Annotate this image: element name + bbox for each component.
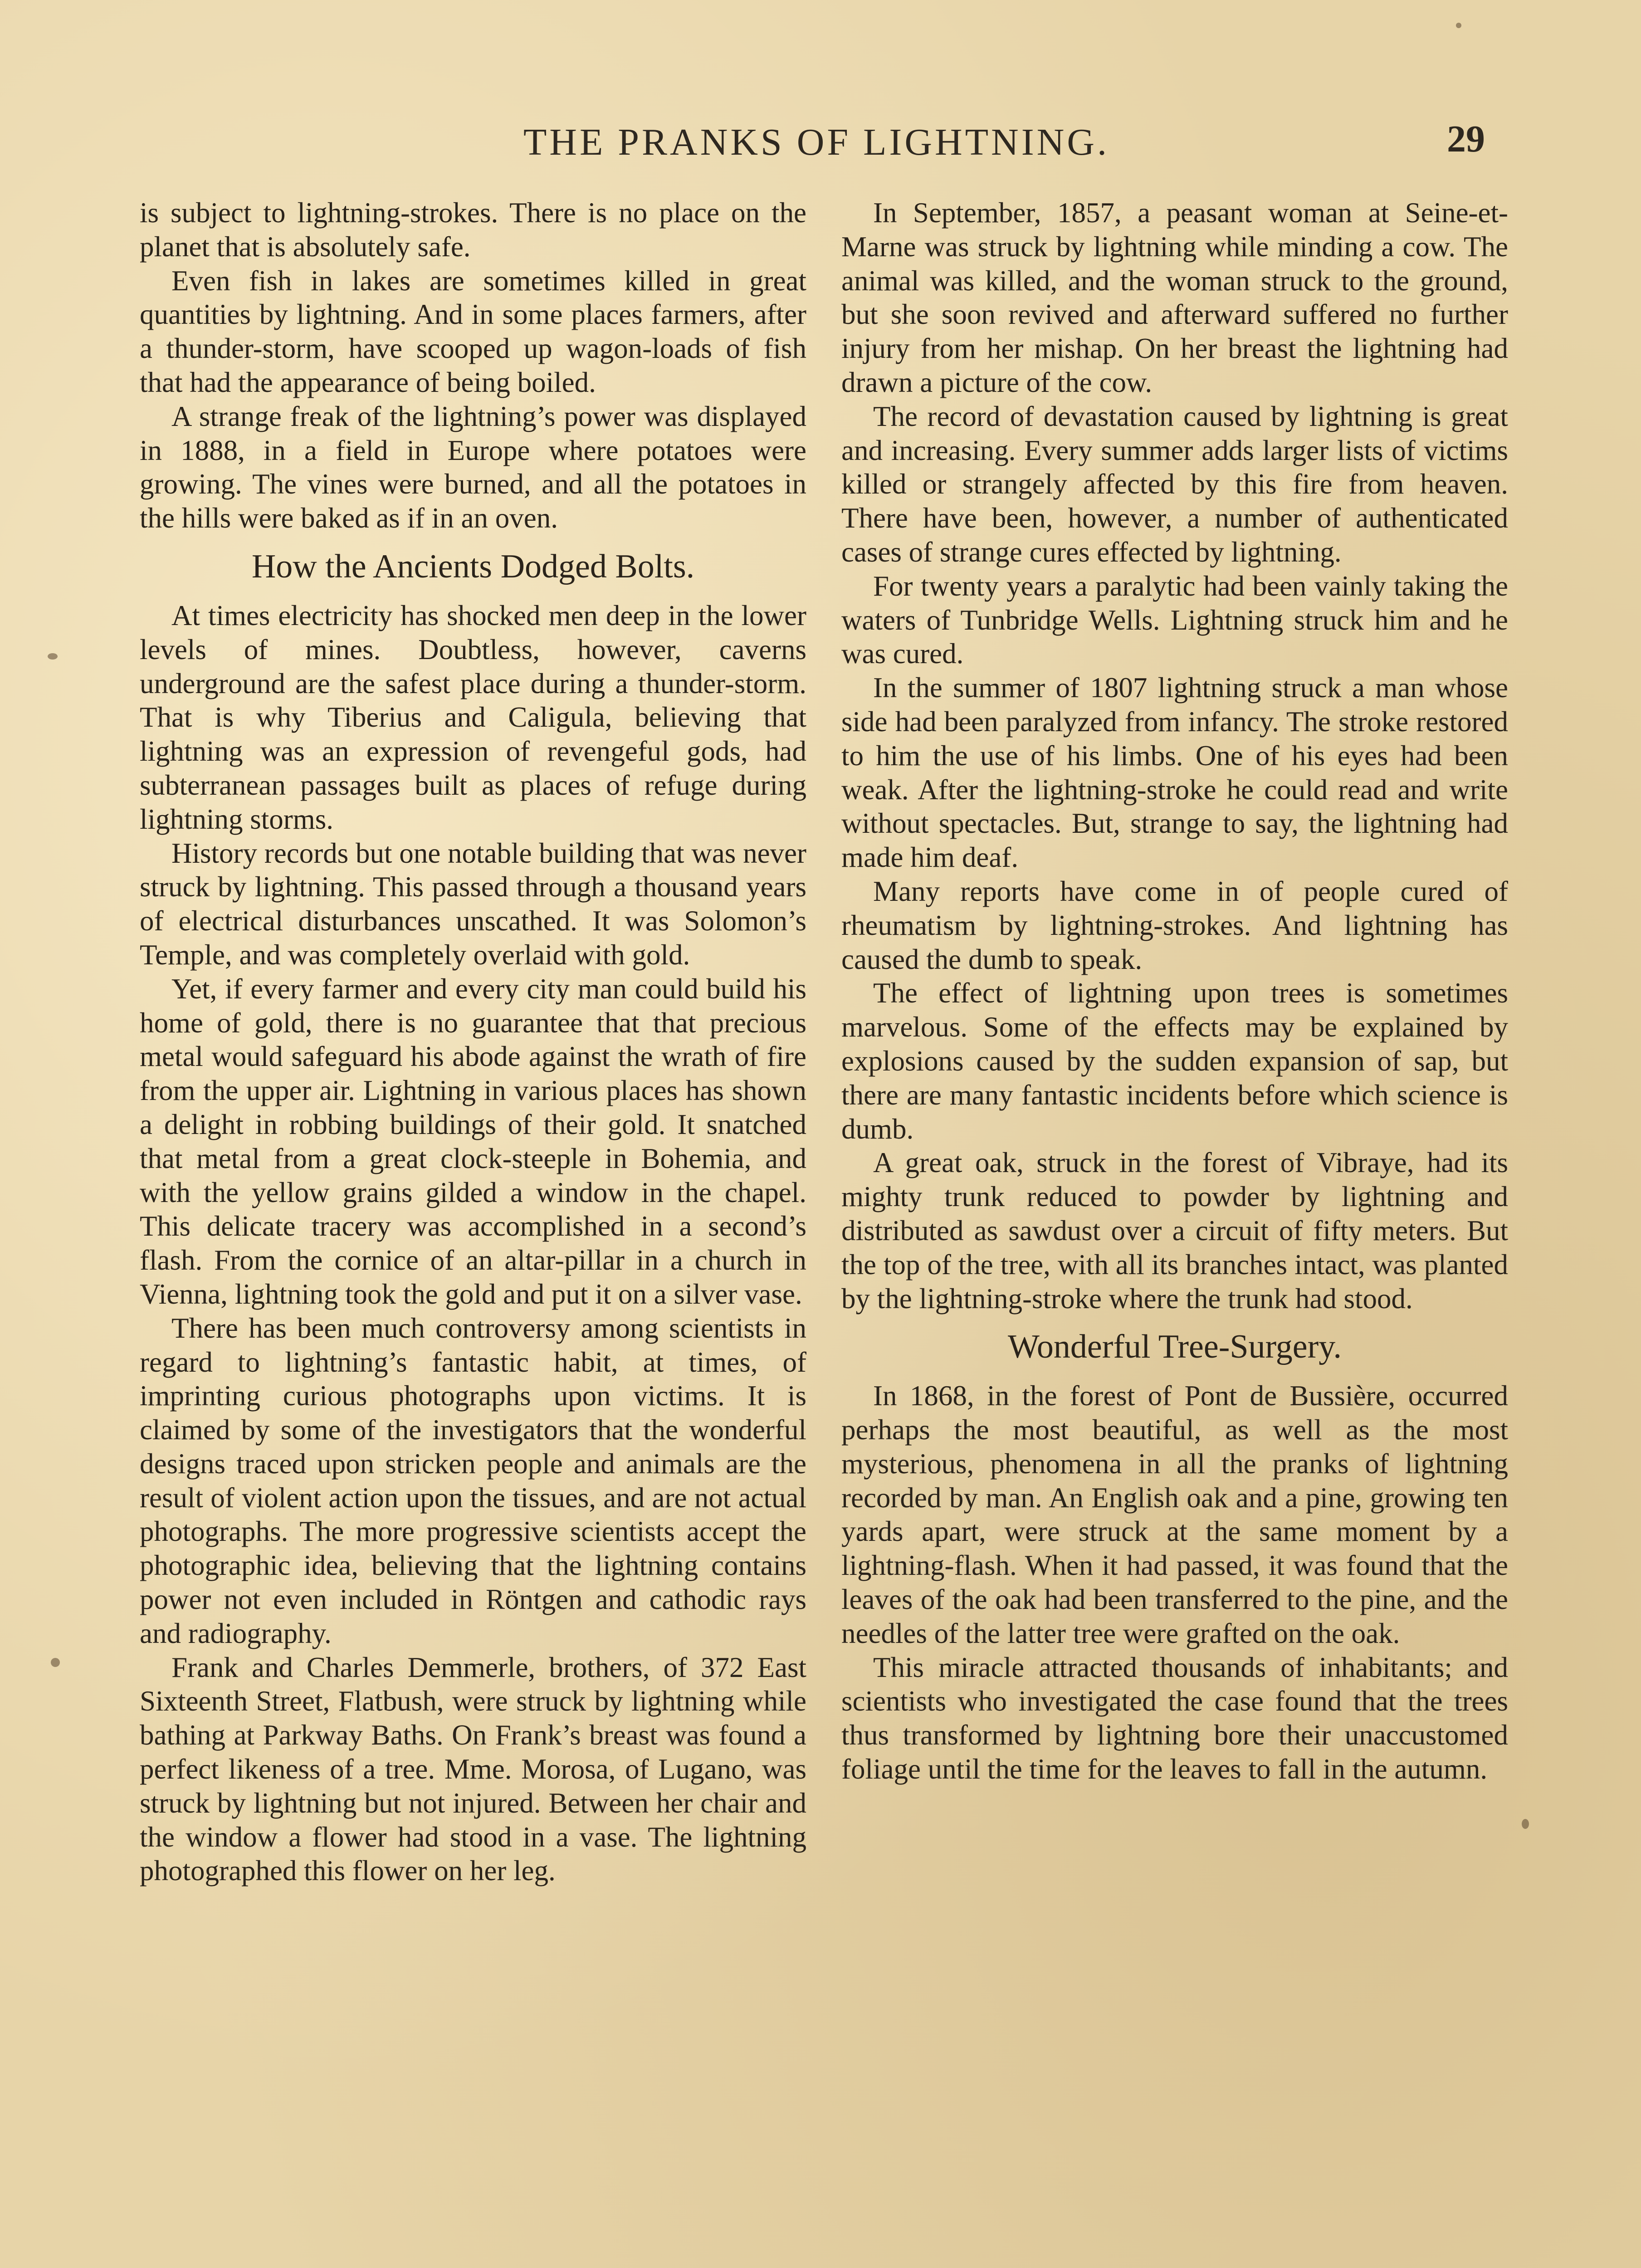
paragraph: At times electricity has shocked men deep in the lower levels of mines. Doubtless, however, caverns underground are the safest place during a thunder-storm. That is why Tiberius and Caligula, believing that lightning was an expression of revengeful gods, had subterranean passages built as places of refuge during lightning storms. xyxy=(140,599,806,835)
paragraph: The effect of lightning upon trees is sometimes marvelous. Some of the effects may be explained by explosions caused by the sudden expansion of sap, but there are many fantastic incidents before which science is dumb. xyxy=(841,977,1508,1145)
right-column xyxy=(841,196,1508,1786)
paragraph: Yet, if every farmer and every city man could build his home of gold, there is no guarantee that that precious metal would safeguard his abode against the wrath of fire from the upper air. Lightning in various places has shown a delight in robbing buildings of their gold. It snatched that metal from a great clock-steeple in Bohemia, and with the yellow grains gilded a window in the chapel. This delicate tracery was accomplished in a second’s flash. From the cornice of an altar-pillar in a church in Vienna, lightning took the gold and put it on a silver vase. xyxy=(140,973,806,1310)
section-heading: How the Ancients Dodged Bolts. xyxy=(251,547,695,585)
paper-speck xyxy=(1456,23,1461,28)
page-number: 29 xyxy=(1447,118,1485,160)
paper-speck xyxy=(48,653,58,660)
paragraph: Many reports have come in of people cured of rheumatism by lightning-strokes. And lightning has caused the dumb to speak. xyxy=(841,875,1508,975)
paragraph: In September, 1857, a peasant woman at Seine-et-Marne was struck by lightning while minding a cow. The animal was killed, and the woman struck to the ground, but she soon revived and afterward suffered no further injury from her mishap. On her breast the lightning had drawn a picture of the cow. xyxy=(841,197,1508,398)
section-heading: Wonderful Tree-Surgery. xyxy=(1008,1328,1342,1366)
paragraph: Frank and Charles Demmerle, brothers, of 372 East Sixteenth Street, Flatbush, were struck by lightning while bathing at Parkway Baths. On Frank’s breast was found a perfect likeness of a tree. Mme. Morosa, of Lugano, was struck by lightning but not injured. Between her chair and the window a flower had stood in a vase. The lightning photographed this flower on her leg. xyxy=(140,1651,806,1887)
left-column xyxy=(140,196,806,1888)
paragraph: There has been much controversy among scientists in regard to lightning’s fantastic habit, at times, of imprinting curious photographs upon victims. It is claimed by some of the investigators that the wonderful designs traced upon stricken people and animals are the result of violent action upon the tissues, and are not actual photographs. The more progressive scientists accept the photographic idea, believing that the lightning contains power not even included in Röntgen and cathodic rays and radiography. xyxy=(140,1312,806,1649)
paragraph: In the summer of 1807 lightning struck a man whose side had been paralyzed from infancy. The stroke restored to him the use of his limbs. One of his eyes had been weak. After the lightning-stroke he could read and write without spectacles. But, strange to say, the lightning had made him deaf. xyxy=(841,672,1508,874)
paper-speck xyxy=(1522,1819,1529,1829)
paragraph: is subject to lightning-strokes. There is no place on the planet that is absolutely safe. xyxy=(140,197,806,263)
paper-speck xyxy=(51,1658,60,1667)
paragraph: History records but one notable building that was never struck by lightning. This passed through a thousand years of electrical disturbances unscathed. It was Solomon’s Temple, and was completely overlaid with gold. xyxy=(140,837,806,971)
paragraph: A strange freak of the lightning’s power was displayed in 1888, in a field in Europe where potatoes were growing. The vines were burned, and all the potatoes in the hills were baked as if in an oven. xyxy=(140,400,806,534)
paragraph: Even fish in lakes are sometimes killed in great quantities by lightning. And in some places farmers, after a thunder-storm, have scooped up wagon-loads of fish that had the appearance of being boiled. xyxy=(140,264,806,398)
paragraph: This miracle attracted thousands of inhabitants; and scientists who investigated the case found that the trees thus transformed by lightning bore their unaccustomed foliage until the time for the leaves to fall in the autumn. xyxy=(841,1651,1508,1785)
paragraph: For twenty years a paralytic had been vainly taking the waters of Tunbridge Wells. Lightning struck him and he was cured. xyxy=(841,570,1508,670)
paragraph: A great oak, struck in the forest of Vibraye, had its mighty trunk reduced to powder by lightning and distributed as sawdust over a circuit of fifty meters. But the top of the tree, with all its branches intact, was planted by the lightning-stroke where the trunk had stood. xyxy=(841,1147,1508,1315)
paragraph: The record of devastation caused by lightning is great and increasing. Every summer adds larger lists of victims killed or strangely affected by this fire from heaven. There have been, however, a number of authenticated cases of strange cures effected by lightning. xyxy=(841,400,1508,568)
paragraph: In 1868, in the forest of Pont de Bussière, occurred perhaps the most beautiful, as well as the most mysterious, phenomena in all the pranks of lightning recorded by man. An English oak and a pine, growing ten yards apart, were struck at the same moment by a lightning-flash. When it had passed, it was found that the leaves of the oak had been transferred to the pine, and the needles of the latter tree were grafted on the oak. xyxy=(841,1380,1508,1649)
running-title: THE PRANKS OF LIGHTNING. xyxy=(523,121,1109,163)
